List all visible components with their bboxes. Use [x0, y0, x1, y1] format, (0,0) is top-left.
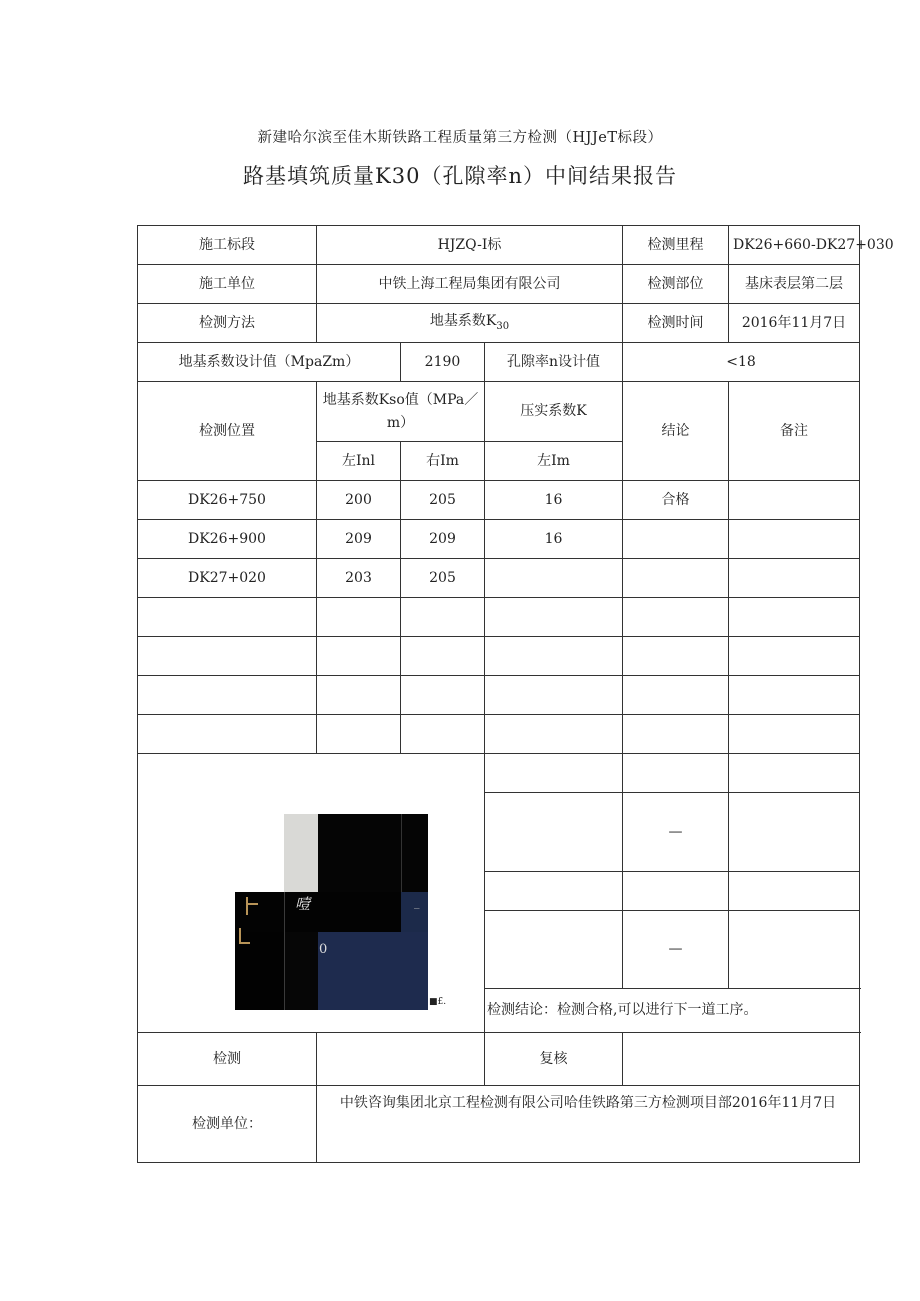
- design-k-label: 地基系数设计值（MpaZm）: [138, 343, 401, 382]
- method-value: 地基系数$K_{30}$: [317, 304, 623, 343]
- part-label: 检测部位: [623, 265, 729, 304]
- row-k: [485, 559, 623, 598]
- check-label: 检测: [138, 1033, 317, 1086]
- row-remark: [729, 520, 860, 559]
- row-remark: [729, 559, 860, 598]
- site-photo: [138, 776, 482, 1010]
- report-table: [137, 225, 894, 1163]
- review-label: 复核: [485, 1033, 623, 1086]
- row-left: 209: [317, 520, 401, 559]
- row-k: 16: [485, 520, 623, 559]
- left2-subheader: 左Im: [485, 442, 623, 481]
- right-subheader: 右Im: [401, 442, 485, 481]
- document-subtitle: 新建哈尔滨至佳木斯铁路工程质量第三方检测（HJJeT标段）: [257, 130, 663, 146]
- org-label: 检测单位：: [138, 1086, 317, 1163]
- dash-mark: —: [623, 911, 729, 989]
- section-label: 施工标段: [138, 226, 317, 265]
- method-label: 检测方法: [138, 304, 317, 343]
- mileage-value: DK26+660-DK27+030: [729, 226, 860, 265]
- signature-row: [138, 1033, 860, 1086]
- time-value: 2016年11月7日: [729, 304, 860, 343]
- row-result: [623, 559, 729, 598]
- part-value: 基床表层第二层: [729, 265, 860, 304]
- row-position: DK26+900: [138, 520, 317, 559]
- row-position: DK27+020: [138, 559, 317, 598]
- mileage-label: 检测里程: [623, 226, 729, 265]
- empty-row: [138, 676, 860, 715]
- inspection-conclusion: 检测结论：检测合格,可以进行下一道工序。: [485, 989, 860, 1033]
- review-signature: [623, 1033, 860, 1086]
- info-row-design: [138, 343, 860, 382]
- position-header: 检测位置: [138, 382, 317, 481]
- info-row-unit: [138, 265, 860, 304]
- empty-row: [138, 637, 860, 676]
- compaction-header: 压实系数K: [485, 382, 623, 442]
- row-k: 16: [485, 481, 623, 520]
- org-value: 中铁咨询集团北京工程检测有限公司哈佳铁路第三方检测项目部2016年11月7日: [317, 1086, 860, 1163]
- remark-header: 备注: [729, 382, 860, 481]
- check-signature: [317, 1033, 485, 1086]
- table-row: [138, 520, 860, 559]
- time-label: 检测时间: [623, 304, 729, 343]
- row-remark: [729, 481, 860, 520]
- table-row: [138, 481, 860, 520]
- row-right: 209: [401, 520, 485, 559]
- table-row: [138, 559, 860, 598]
- dash-mark: —: [623, 793, 729, 872]
- info-row-method: [138, 304, 860, 343]
- row-position: DK26+750: [138, 481, 317, 520]
- document-title: 路基填筑质量K30（孔隙率n）中间结果报告: [243, 164, 677, 188]
- row-left: 203: [317, 559, 401, 598]
- photo-text-1: 噎: [295, 895, 311, 913]
- site-photo-cell: [138, 754, 485, 1033]
- column-header-row: [138, 382, 860, 442]
- empty-row: [138, 715, 860, 754]
- photo-row: [138, 754, 860, 793]
- photo-text-3: ■£.: [429, 997, 447, 1007]
- unit-label: 施工单位: [138, 265, 317, 304]
- conclusion-header: 结论: [623, 382, 729, 481]
- info-row-section: [138, 226, 860, 265]
- section-value: HJZQ-I标: [317, 226, 623, 265]
- unit-value: 中铁上海工程局集团有限公司: [317, 265, 623, 304]
- row-result: 合格: [623, 481, 729, 520]
- design-n-label: 孔隙率n设计值: [485, 343, 623, 382]
- row-result: [623, 520, 729, 559]
- org-row: [138, 1086, 860, 1163]
- empty-row: [138, 598, 860, 637]
- row-left: 200: [317, 481, 401, 520]
- design-n-value: <18: [623, 343, 860, 382]
- row-right: 205: [401, 559, 485, 598]
- photo-text-2: 0: [319, 942, 328, 957]
- design-k-value: 2190: [401, 343, 485, 382]
- row-right: 205: [401, 481, 485, 520]
- left-subheader: 左Inl: [317, 442, 401, 481]
- k30-header: 地基系数Kso值（MPa／m）: [317, 382, 485, 442]
- photo-text-4: _: [414, 896, 420, 909]
